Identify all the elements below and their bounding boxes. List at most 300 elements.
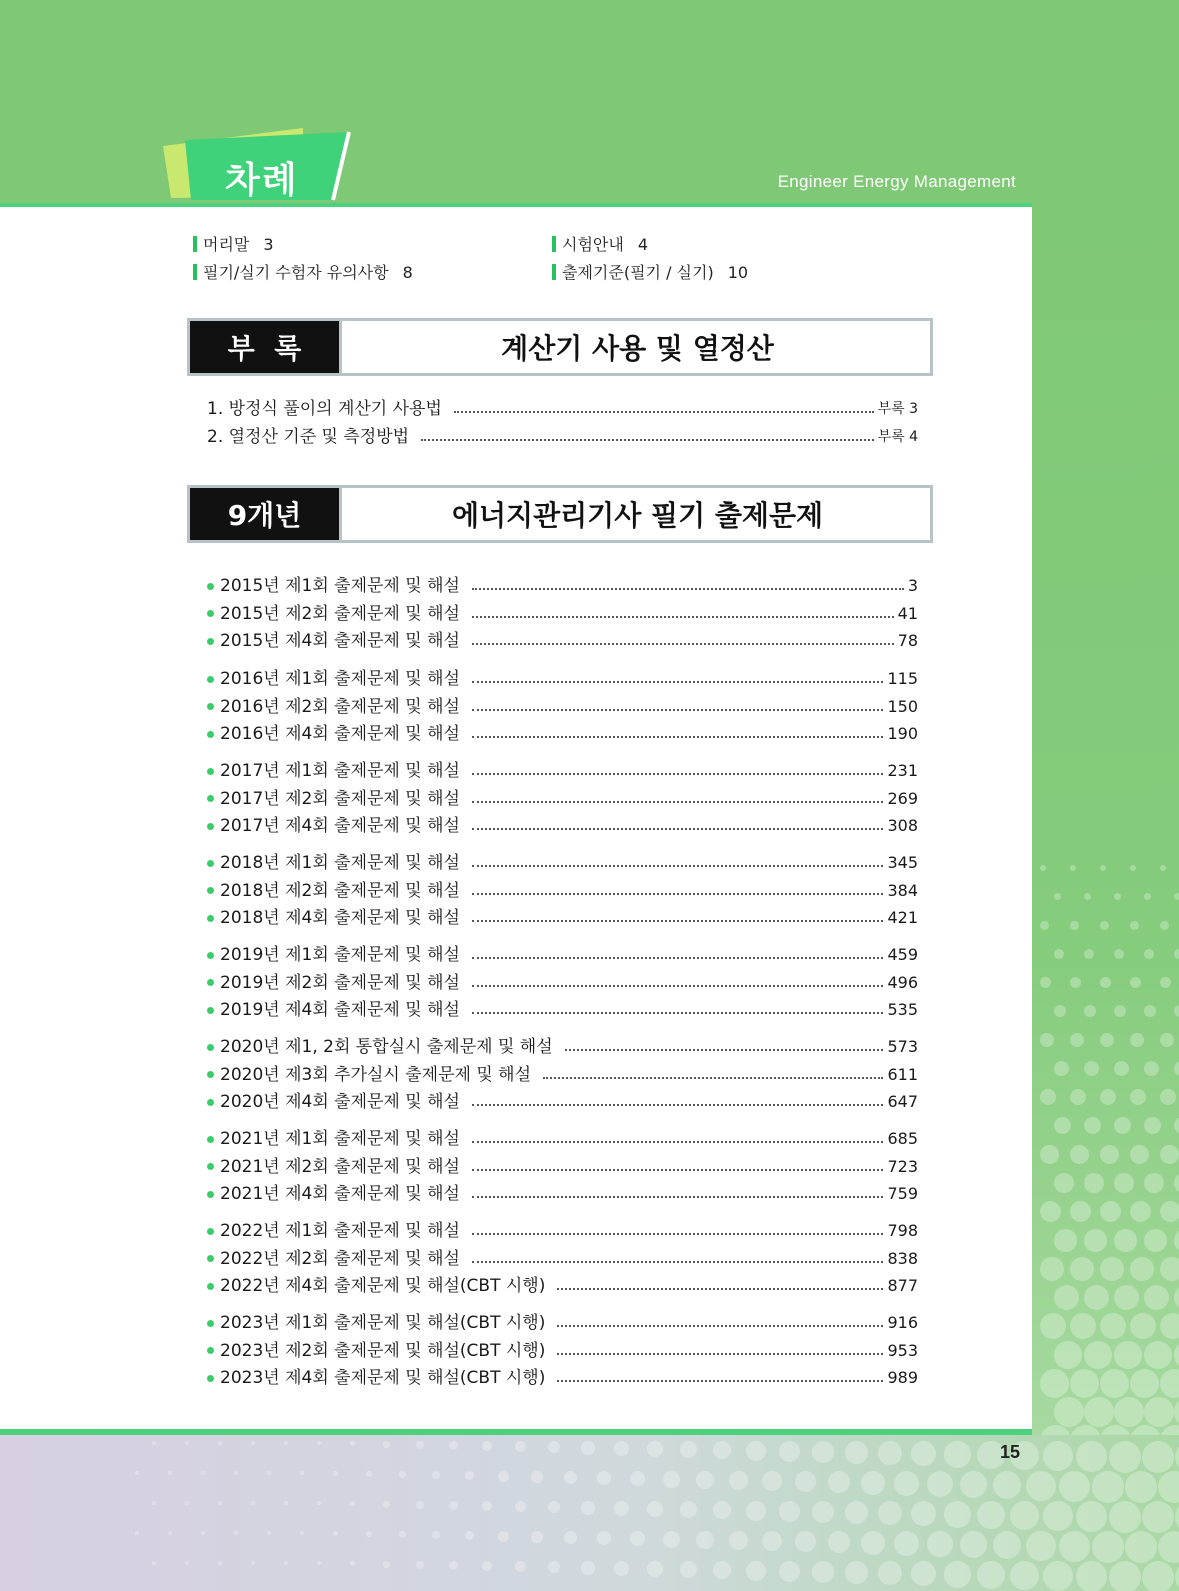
decorative-dot [1160,1033,1174,1047]
toc-page: 41 [897,603,918,623]
decorative-dot [515,1561,526,1572]
decorative-dot [548,1501,560,1513]
decorative-dot [482,1501,492,1511]
decorative-dot [1100,1201,1121,1222]
leader-dots [472,920,884,922]
toc-row[interactable] [207,396,918,422]
leader-dots [472,828,884,830]
decorative-dot [1092,1471,1124,1503]
decorative-dot [1130,921,1139,930]
toc-label: 2020년 제1, 2회 통합실시 출제문제 및 해설 [220,1037,553,1057]
toc-page: 78 [897,631,918,650]
intro-page: 8 [402,263,413,282]
decorative-dot [1142,1561,1174,1591]
bullet-bar-icon [193,236,197,252]
decorative-dot [1054,1061,1069,1076]
decorative-dot [1158,1471,1179,1503]
decorative-dot [465,1531,474,1540]
toc-row[interactable] [207,905,918,931]
leader-dots [472,681,884,683]
leader-dots [472,736,884,738]
toc-row[interactable] [207,1365,918,1391]
decorative-dot [1144,949,1154,959]
decorative-dot [1054,893,1061,900]
decorative-dot [267,1531,271,1535]
decorative-dot [399,1471,406,1478]
decorative-dot [861,1471,885,1495]
intro-item[interactable] [193,232,274,255]
toc-page: 부록 4 [877,429,918,445]
decorative-dot [795,1531,816,1552]
decorative-dot [647,1441,663,1457]
toc-page: 989 [887,1368,918,1387]
decorative-dot [960,1531,987,1558]
toc-label: 2015년 제2회 출제문제 및 해설 [220,603,460,624]
leader-dots [557,1380,883,1382]
toc-row[interactable] [207,813,918,839]
decorative-dot [1114,1397,1144,1427]
decorative-dot [234,1471,238,1475]
decorative-dot [1043,1441,1073,1471]
decorative-dot [1084,1173,1104,1193]
intro-label: 머리말 [203,235,250,254]
intro-item[interactable] [193,260,413,283]
decorative-dot [911,1561,936,1586]
toc-row[interactable] [207,1154,918,1180]
toc-row[interactable] [207,1062,918,1088]
toc-label: 2015년 제1회 출제문제 및 해설 [220,576,460,596]
decorative-dot [1160,1201,1179,1222]
decorative-dot [1100,1313,1126,1339]
decorative-dot [531,1471,543,1483]
bullet-dot-icon [207,823,214,830]
decorative-dot [993,1471,1021,1499]
decorative-dot [845,1561,868,1584]
bullet-dot-icon [207,1044,214,1051]
decorative-dot [1144,1173,1164,1193]
bullet-dot-icon [207,1255,214,1262]
decorative-dot [1076,1441,1107,1472]
leader-dots [472,1141,884,1143]
bullet-bar-icon [552,264,556,280]
decorative-dot [845,1441,868,1464]
decorative-dot [152,1561,156,1565]
toc-row[interactable] [207,1338,918,1364]
decorative-dot [1070,1257,1094,1281]
decorative-dot [1084,1061,1099,1076]
decorative-dot [1040,1369,1069,1398]
toc-page: 916 [887,1313,918,1332]
toc-row[interactable] [207,573,918,599]
decorative-dot [1174,1117,1179,1134]
leader-dots [472,1012,884,1014]
decorative-dot [201,1531,205,1535]
decorative-dot [168,1531,172,1535]
toc-label: 2022년 제1회 출제문제 및 해설 [220,1221,460,1241]
decorative-dot [416,1561,424,1569]
decorative-dot [548,1441,560,1453]
decorative-dot [300,1471,304,1475]
decorative-dot [1084,1229,1107,1252]
page-title: 차례 [225,160,299,201]
decorative-dot [465,1471,474,1480]
bullet-dot-icon [207,1099,214,1106]
decorative-dot [1070,865,1076,871]
decorative-dot [1084,1285,1109,1310]
toc-page: 3 [907,576,918,595]
leader-dots [472,801,884,803]
decorative-dot [333,1471,338,1476]
decorative-dot [614,1501,629,1516]
toc-label: 2023년 제1회 출제문제 및 해설(CBT 시행) [220,1313,546,1333]
toc-page: 535 [887,1000,918,1019]
decorative-dot [581,1561,595,1575]
toc-page: 308 [887,816,918,835]
decorative-dot [399,1531,406,1538]
toc-label: 1. 방정식 풀이의 계산기 사용법 [207,399,442,419]
decorative-dot [1100,1257,1124,1281]
decorative-dot [234,1531,238,1535]
bullet-dot-icon [207,638,214,645]
decorative-dot [1114,1341,1142,1369]
bullet-dot-icon [207,952,214,959]
bullet-dot-icon [207,731,214,738]
decorative-dot [977,1561,1005,1589]
appendix-heading: 계산기 사용 및 열정산 [501,332,774,365]
decorative-dot [1070,1369,1099,1398]
decorative-dot [1040,977,1051,988]
decorative-dot [350,1561,355,1566]
toc-row[interactable] [207,970,918,996]
leader-dots [472,643,894,645]
toc-row[interactable] [207,1181,918,1207]
decorative-dot [960,1471,987,1498]
leader-dots [472,957,884,959]
toc-row[interactable] [207,997,918,1023]
decorative-dot [1160,1257,1179,1281]
bullet-dot-icon [207,979,214,986]
toc-page: 877 [887,1276,918,1295]
toc-page: 부록 3 [877,401,918,417]
leader-dots [557,1288,883,1290]
toc-row[interactable] [207,694,918,720]
decorative-dot [680,1441,697,1458]
toc-page: 647 [887,1092,918,1111]
decorative-dot [1130,977,1141,988]
decorative-dot [1084,1005,1096,1017]
decorative-dot [1142,1501,1174,1533]
decorative-dot [1175,1441,1179,1473]
decorative-dot [828,1471,850,1493]
decorative-dot [449,1441,458,1450]
decorative-dot [911,1441,936,1466]
decorative-dot [878,1561,902,1585]
exams-heading: 에너지관리기사 필기 출제문제 [451,499,824,532]
decorative-dot [944,1501,971,1528]
decorative-dot [350,1441,355,1446]
panel-top-rule [0,203,1032,207]
bullet-dot-icon [207,1375,214,1382]
decorative-dot [1144,1005,1156,1017]
decorative-dot [1109,1441,1141,1473]
decorative-dot [152,1501,156,1505]
toc-row[interactable] [207,758,918,784]
decorative-dot [1114,949,1124,959]
leader-dots [565,1049,884,1051]
decorative-dot [1175,1501,1179,1533]
decorative-dot [911,1501,936,1526]
toc-label: 2021년 제4회 출제문제 및 해설 [220,1184,460,1204]
intro-label: 필기/실기 수험자 유의사항 [203,263,389,282]
bullet-dot-icon [207,1163,214,1170]
decorative-dot [416,1501,424,1509]
decorative-dot [135,1471,139,1475]
leader-dots [472,1261,884,1263]
decorative-dot [1174,949,1179,959]
decorative-dot [1084,1397,1114,1427]
decorative-dot [1160,1089,1176,1105]
bullet-dot-icon [207,583,214,590]
decorative-dot [614,1441,629,1456]
leader-dots [472,709,884,711]
toc-label: 2023년 제4회 출제문제 및 해설(CBT 시행) [220,1368,546,1388]
decorative-dot [1174,1061,1179,1076]
decorative-dot [680,1561,697,1578]
decorative-dot [812,1561,834,1583]
decorative-dot [861,1531,885,1555]
decorative-dot [498,1471,509,1482]
decorative-dot [647,1561,663,1577]
decorative-dot [218,1561,222,1565]
decorative-dot [1054,1229,1077,1252]
toc-page: 421 [887,908,918,927]
toc-label: 2018년 제2회 출제문제 및 해설 [220,880,460,901]
decorative-dot [696,1471,714,1489]
toc-page: 611 [887,1064,918,1084]
decorative-dot [812,1441,834,1463]
toc-row[interactable] [207,1126,918,1152]
toc-label: 2019년 제4회 출제문제 및 해설 [220,1000,460,1020]
decorative-dot [1130,1089,1146,1105]
decorative-dot [317,1501,321,1505]
decorative-dot [812,1501,834,1523]
decorative-dot [1174,1229,1179,1252]
decorative-dot [1142,1441,1174,1473]
decorative-dot [1076,1561,1107,1591]
decorative-dot [350,1501,355,1506]
decorative-dot [1160,1369,1179,1398]
decorative-dot [1040,1033,1054,1047]
decorative-dot [432,1471,440,1479]
decorative-dot [548,1561,560,1573]
decorative-dot [1144,1341,1172,1369]
toc-page: 269 [887,788,918,808]
bullet-dot-icon [207,860,214,867]
toc-page: 798 [887,1221,918,1240]
toc-page: 723 [887,1156,918,1176]
decorative-dot [1040,1089,1056,1105]
decorative-dot [1144,1117,1161,1134]
decorative-dot [366,1471,372,1477]
toc-label: 2020년 제3회 추가실시 출제문제 및 해설 [220,1064,532,1085]
decorative-dot [647,1501,663,1517]
decorative-dot [746,1561,766,1581]
toc-label: 2018년 제1회 출제문제 및 해설 [220,853,460,873]
panel-bottom-rule [0,1429,1032,1435]
exams-section-header [187,485,933,543]
decorative-dot [564,1531,577,1544]
toc-row[interactable] [207,1310,918,1336]
decorative-dot [795,1471,816,1492]
decorative-dot [696,1531,714,1549]
toc-row[interactable] [207,942,918,968]
decorative-dot [251,1561,255,1565]
decorative-dot [515,1501,526,1512]
decorative-dot [1100,1033,1114,1047]
toc-label: 2019년 제2회 출제문제 및 해설 [220,972,460,993]
leader-dots [557,1353,883,1355]
decorative-dot [1174,893,1179,900]
leader-dots [472,616,894,618]
decorative-dot [1010,1501,1039,1530]
decorative-dot [1084,1341,1112,1369]
toc-row[interactable] [207,1089,918,1115]
decorative-dot [383,1501,390,1508]
toc-page: 345 [887,853,918,872]
decorative-dot [1054,1285,1079,1310]
toc-label: 2016년 제4회 출제문제 및 해설 [220,724,460,744]
decorative-dot [1144,1397,1174,1427]
decorative-dot [218,1501,222,1505]
decorative-dot [185,1561,189,1565]
decorative-dot [1084,893,1091,900]
toc-page: 231 [887,761,918,780]
decorative-dot [1100,1145,1119,1164]
decorative-dot [597,1471,611,1485]
decorative-dot [1040,1201,1061,1222]
decorative-dot [1076,1501,1107,1532]
decorative-dot [284,1501,288,1505]
intro-item[interactable] [552,232,648,255]
decorative-dot [1010,1561,1039,1590]
decorative-dot [663,1531,680,1548]
decorative-dot [1174,1005,1179,1017]
intro-label: 출제기준(필기 / 실기) [562,263,714,282]
decorative-dot [762,1531,782,1551]
leader-dots [472,865,884,867]
decorative-dot [432,1531,440,1539]
decorative-dot [1092,1531,1124,1563]
toc-row[interactable] [207,786,918,812]
decorative-dot [1114,1229,1137,1252]
decorative-dot [944,1561,971,1588]
bullet-dot-icon [207,1191,214,1198]
decorative-dot [1160,1425,1179,1435]
decorative-dot [993,1531,1021,1559]
decorative-dot [1100,921,1109,930]
decorative-dot [1144,1229,1167,1252]
toc-page: 496 [887,972,918,992]
bullet-dot-icon [207,676,214,683]
decorative-dot [333,1531,338,1536]
toc-row[interactable] [207,1273,918,1299]
decorative-dot [927,1471,953,1497]
decorative-dot [1109,1561,1141,1591]
decorative-dot [1059,1531,1090,1562]
leader-dots [543,1077,883,1079]
decorative-dot [185,1501,189,1505]
decorative-dot [317,1441,321,1445]
toc-row[interactable] [207,850,918,876]
decorative-dot [1130,1145,1149,1164]
leader-dots [472,1104,884,1106]
decorative-dot [1130,1369,1159,1398]
series-brand: Engineer Energy Management [777,172,1016,191]
toc-row[interactable] [207,424,918,450]
decorative-dot [1144,1061,1159,1076]
decorative-dot [1114,893,1121,900]
toc-page: 384 [887,880,918,900]
toc-label: 2022년 제2회 출제문제 및 해설 [220,1248,460,1269]
decorative-dot [1160,1313,1179,1339]
decorative-dot [1084,949,1094,959]
decorative-dot [977,1501,1005,1529]
toc-row[interactable] [207,1246,918,1272]
toc-page: 459 [887,945,918,964]
toc-row[interactable] [207,601,918,627]
decorative-dot [762,1471,782,1491]
leader-dots [472,893,884,895]
toc-row[interactable] [207,721,918,747]
decorative-dot [1054,1397,1084,1427]
decorative-dot [1040,1313,1066,1339]
leader-dots [472,773,884,775]
decorative-dot [1174,1341,1179,1369]
decorative-dot [1100,977,1111,988]
decorative-dot [1043,1501,1073,1531]
intro-page: 4 [637,235,649,254]
decorative-dot [1174,1397,1179,1427]
decorative-dot [383,1441,390,1448]
decorative-dot [1160,977,1171,988]
bullet-dot-icon [207,1283,214,1290]
decorative-dot [1160,1145,1179,1164]
decorative-dot [1070,1201,1091,1222]
decorative-dot [1100,1369,1129,1398]
decorative-dot [482,1561,492,1571]
toc-row[interactable] [207,666,918,692]
toc-row[interactable] [207,1034,918,1060]
intro-item[interactable] [552,260,748,283]
toc-label: 2023년 제2회 출제문제 및 해설(CBT 시행) [220,1340,546,1361]
bullet-dot-icon [207,1007,214,1014]
decorative-dot [1114,1005,1126,1017]
toc-row[interactable] [207,1218,918,1244]
bullet-bar-icon [193,264,197,280]
toc-label: 2017년 제4회 출제문제 및 해설 [220,816,460,836]
decorative-dot [515,1441,526,1452]
toc-row[interactable] [207,878,918,904]
toc-label: 2020년 제4회 출제문제 및 해설 [220,1092,460,1112]
toc-page: 838 [887,1248,918,1268]
decorative-dot [1114,1173,1134,1193]
toc-label: 2022년 제4회 출제문제 및 해설(CBT 시행) [220,1276,546,1296]
toc-row[interactable] [207,628,918,654]
decorative-dot [878,1441,902,1465]
decorative-dot [581,1501,595,1515]
leader-dots [472,1169,884,1171]
decorative-dot [1070,1033,1084,1047]
